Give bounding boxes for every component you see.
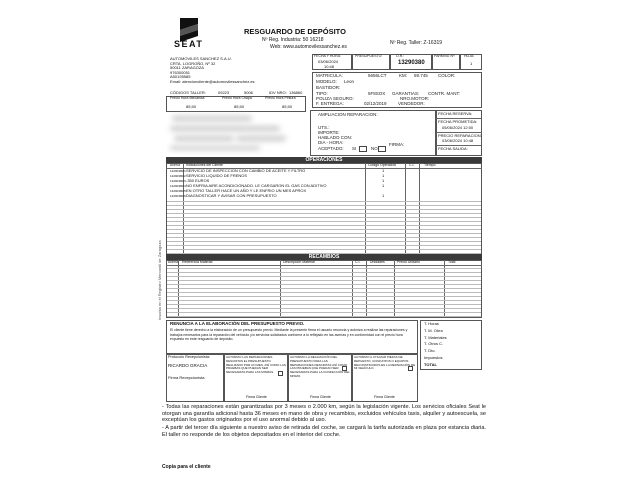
hablado-label: HABLADO CON: — [318, 135, 353, 140]
dia-hora-label: DIA - HORA: — [318, 140, 344, 145]
precio-value: 03/06/2024 10:48 — [442, 138, 474, 143]
or-label: O.R.: — [396, 54, 405, 58]
si-label: SI — [352, 146, 357, 151]
total-final: TOTAL — [424, 361, 437, 367]
price-label-pintura: Precio Hora Pintura — [265, 96, 296, 100]
vendedor-label: VENDEDOR: — [398, 101, 425, 106]
renuncia-text: El cliente tiene derecho a la elaboración de un presupuesto previo. Mediante la presente firma el usuario renuncia y autoriza a realizar las reparaciones y trabajos necesarios para la reparación del vehículo y/o servicios solicitados conforme a lo reflejado en las averías y en conformidad con el precio hora expuesto en este resguardo de depósito. — [170, 328, 408, 341]
tipo-value: 5F8SOX — [368, 91, 386, 96]
operation-code: 13290380/1 — [170, 169, 186, 173]
operation-code: 13290380/4 — [170, 184, 186, 188]
prometida-label: FECHA PROMETIDA: — [438, 119, 478, 124]
operation-text: SERVICIO DE INSPECCION CON CAMBIO DE ACEITE Y FILTRO — [186, 168, 306, 173]
poliza-label: POLIZA SEGURO: — [316, 96, 354, 101]
renuncia-title: RENUNCIA A LA ELABORACIÓN DEL PRESUPUESTO PREVIO. — [170, 321, 305, 326]
contr-mant-label: CONTR. MANT: — [428, 91, 460, 96]
col-tiempo: Tiempo — [424, 163, 436, 167]
company-line: AUTOMOVILES SANCHEZ S.A.U. — [170, 56, 232, 61]
firma-cliente-1: Firma Cliente — [246, 395, 267, 399]
auth-checkbox-1[interactable] — [278, 371, 283, 376]
operation-qty: 1 — [382, 183, 385, 188]
presupuesto-label: PRESUPUESTO: — [355, 54, 383, 58]
tipo-label: TIPO: — [316, 91, 328, 96]
parking-label: PARKING Nº: — [434, 54, 456, 58]
modelo-value: Leon — [344, 79, 355, 84]
col-indicaciones: Indicaciones del Cliente — [186, 163, 223, 167]
seat-logo-text: SEAT — [174, 39, 204, 49]
nro-motor-label: NRO.MOTOR: — [400, 96, 430, 101]
price-mecanica: 85,50 — [186, 104, 197, 109]
operation-text: EN OTRO TALLER HACE UN AÑO Y LE ENFRIO UN MES APROX — [186, 188, 307, 193]
hoja-value: 1 — [470, 61, 473, 66]
operaciones-empty-rows — [167, 198, 481, 254]
operation-qty: 1 — [382, 193, 385, 198]
auth-text-2: AUTORIZO LA REALIZACIÓN DEL PRESUPUESTO PARA LAS REPARACIONES DESCRITAS ASÍ COMO LAS PRUEBAS QUE PUEDAN SER NECESARIAS PARA LA CONFECCIÓN DEL MISMO. — [290, 355, 350, 378]
matricula-value: 5656LCT — [368, 73, 387, 78]
total-materiales: T. Materiales — [424, 334, 447, 340]
recambios-empty-rows — [167, 266, 481, 317]
idv-label: IDV NRO: — [269, 90, 287, 95]
price-label-mecanica: Precio Hora Mecánica — [170, 96, 205, 100]
km-value: 59.745 — [414, 73, 428, 78]
operation-qty: 1 — [382, 173, 385, 178]
garantias-label: GARANTIAS: — [392, 91, 420, 96]
no-checkbox[interactable] — [378, 146, 386, 152]
total-dto: T. Dto. — [424, 348, 436, 354]
company-line: 50011 ZARAGOZA — [170, 65, 204, 71]
bastidor-label: BASTIDOR: — [316, 85, 341, 90]
totals-list — [424, 322, 447, 370]
rec-col-unidades: Unidades — [370, 260, 385, 264]
fecha-hora-label: FECHA Y HORA: — [314, 54, 341, 58]
aceptado-label: ACEPTADO: — [318, 146, 344, 151]
hoja-label: HOJA: — [464, 54, 475, 58]
total-otros: T. Otros C. — [424, 341, 444, 347]
copy-label: Copia para el cliente — [162, 464, 211, 470]
taller-code-2: 5006 — [244, 90, 253, 95]
matricula-label: MATRICULA: — [316, 73, 343, 78]
company-line: CRTA. LOGROÑO, Nº 32 — [170, 60, 216, 66]
workshop-registry: Nº Reg. Taller: Z-16319 — [390, 40, 443, 46]
modelo-label: MODELO: — [316, 79, 337, 84]
recambios-header: RECAMBIOS — [166, 254, 482, 260]
salida-label: FECHA SALIDA: — [438, 146, 468, 151]
operation-text: DIAGNOSTICAR Y AVISAR CON PRESUPUESTO — [186, 193, 277, 198]
company-line: A50195585 — [170, 74, 191, 80]
operation-code: 13290380/5 — [170, 189, 186, 193]
rec-col-precio: Precio Unitario — [397, 260, 420, 264]
uts-label: UTS.: — [318, 125, 330, 130]
col-ci: C.I. — [409, 163, 415, 167]
ampliacion-label: AMPLIACION REPARACION: — [318, 112, 378, 117]
footer-note-2: - A partir del tercer día siguiente a nuestro aviso de retirada del coche, se cargará la tarifa autorizada en plaza por estancia diaria. El taller no responde de los objetos depositados en el interior del coche. — [162, 425, 486, 438]
firma-label: FIRMA: — [389, 142, 405, 147]
operation-row — [170, 193, 384, 198]
operation-code: 13290380/6 — [170, 194, 186, 198]
si-checkbox[interactable] — [359, 146, 367, 152]
color-label: COLOR: — [438, 73, 456, 78]
footer-note-1: - Todas las reparaciones están garantizadas por 3 meses o 2.000 km, según la legislación vigente. Los servicios oficiales Seat le otorgan una garantía adicional hasta 36 meses en mano de obra y recambios, excluidos vehículos taxis, alquiler y autoescuela, se exceptúan los gastos originados por el uso anormal debido al uso. — [162, 404, 486, 424]
entrega-value: 02/12/2019 — [364, 101, 387, 106]
rec-col-averia: Avería — [168, 260, 179, 264]
company-email: Email: atencioncliente@automovilessanchez.es — [170, 78, 255, 84]
registry-number: Nº Reg. Industria: 50 16218 — [262, 37, 324, 43]
auth-checkbox-3[interactable] — [408, 366, 413, 371]
auth-text-1: AUTORIZO LAS REPARACIONES DESCRITAS EL PRESUPUESTO REALIZADO POR UN MES, ASÍ COMO LAS PRUEBAS QUE PUEDAN SER NECESARIAS PARA LAS MISMAS. — [226, 355, 286, 375]
or-number: 13290380 — [398, 60, 425, 66]
precio-label: PRECIO REPARACION: — [438, 133, 482, 138]
company-line: 976300051 — [170, 69, 191, 75]
operation-qty: 1 — [382, 178, 385, 183]
rec-col-ci: C.I. — [355, 260, 361, 264]
entrega-label: F. ENTREGA: — [316, 101, 344, 106]
total-horas: T. Horas — [424, 321, 439, 326]
rec-col-total: Total — [448, 260, 456, 264]
price-pintura: 85,50 — [282, 104, 293, 109]
price-label-chapa: Precio Hora Chapa — [222, 96, 252, 100]
codigos-taller-label: CÓDIGOS TALLER: — [170, 90, 206, 95]
operaciones-header: OPERACIONES — [166, 157, 482, 163]
taller-code: 09223 — [218, 90, 230, 95]
operation-code: 13290380/3 — [170, 179, 186, 183]
price-chapa: 85,50 — [234, 104, 245, 109]
col-codigo: Código Operación — [368, 163, 397, 167]
operation-qty: 1 — [382, 168, 385, 173]
km-label: KM: — [399, 73, 408, 78]
prometida-value: 05/06/2024 12:00 — [442, 125, 474, 130]
fecha-value: 03/06/2024 — [318, 59, 339, 64]
auth-text-3: AUTORIZO A UTILIZAR PIEZAS DE REPUESTO, CONJUNTOS O EQUIPOS RECONSTRUIDOS EN LA REPARACIÓN DE MI VEHÍCULO. — [354, 355, 416, 371]
company-block — [170, 57, 255, 85]
firma-cliente-3: Firma Cliente — [374, 395, 395, 399]
rec-col-referencia: Referencia Material — [182, 260, 213, 264]
operation-code: 13290380/2 — [170, 174, 186, 178]
idv-number: 136860 — [289, 90, 303, 95]
document-title: RESGUARDO DE DEPÓSITO — [244, 27, 346, 36]
web-address: Web: www.automovilessanchez.es — [270, 44, 347, 50]
operation-text: -350 EUROS — [186, 178, 210, 183]
firma-recepcionista-label: Firma Recepcionista — [168, 375, 205, 380]
protocolo-label: Protocolo Recepcionista: — [168, 355, 210, 359]
total-mano-obra: T. M. Obra — [424, 327, 443, 333]
hora-value: 10:48 — [324, 64, 335, 69]
rec-col-descripcion: Descripción Material — [283, 260, 315, 264]
col-averia: Avería — [170, 163, 181, 167]
operation-text: SERVICIO LIQUIDO DE FRENOS — [186, 173, 248, 178]
side-registry-text: Inscrita en el Registro Mercantil de Zaragoza — [157, 240, 162, 320]
auth-checkbox-2[interactable] — [342, 366, 347, 371]
firma-cliente-2: Firma Cliente — [310, 395, 331, 399]
operation-text: NO ENFRIA AIRE ACONDICIONADO. LE CARGARON EL GAS CON ADITIVO — [186, 183, 327, 188]
total-impuestos: Impuestos — [424, 354, 443, 360]
no-label: NO — [371, 146, 378, 151]
importe-label: IMPORTE: — [318, 130, 340, 135]
reserva-label: FECHA RESERVA: — [438, 111, 473, 116]
protocolo-name: RICARDO GRACIA — [168, 363, 208, 368]
redacted-customer-info — [166, 112, 306, 156]
